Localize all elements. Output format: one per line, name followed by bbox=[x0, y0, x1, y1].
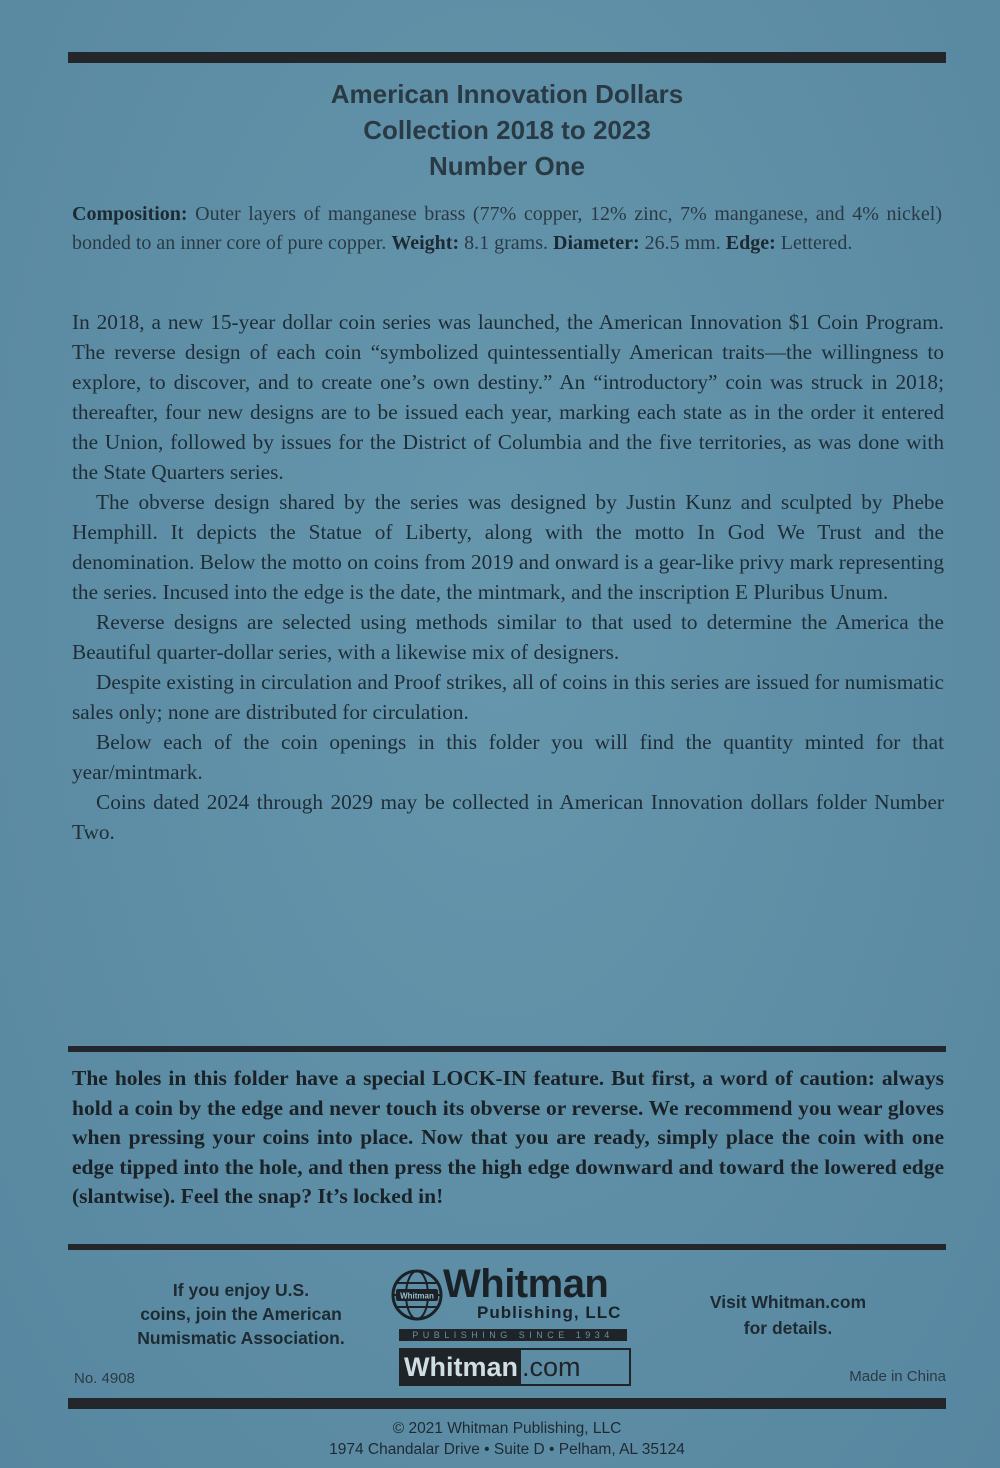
ana-line-2: coins, join the American bbox=[140, 1304, 342, 1324]
title-line-1: American Innovation Dollars bbox=[330, 79, 684, 109]
brand-subtitle: Publishing, LLC bbox=[477, 1303, 622, 1322]
title-line-2: Collection 2018 to 2023 bbox=[363, 115, 651, 145]
composition-label: Composition: bbox=[72, 203, 188, 225]
composition-value: Outer layers of manganese brass (77% copper, 12% zinc, 7% manganese, and 4% nickel) bonded to an inner core of pure copper. bbox=[72, 203, 942, 254]
weight-value: 8.1 grams. bbox=[459, 232, 553, 254]
ana-line-1: If you enjoy U.S. bbox=[172, 1280, 310, 1300]
globe-icon bbox=[390, 1268, 444, 1322]
edge-value: Lettered. bbox=[775, 232, 853, 254]
address-line: 1974 Chandalar Drive • Suite D • Pelham, AL 35124 bbox=[329, 1441, 685, 1458]
body-paragraph-1: In 2018, a new 15-year dollar coin series was launched, the American Innovation $1 Coin Program. The reverse design of each coin “symbolized quintessentially American traits—the willingness to explore, to discover, and to create one’s own destiny.” An “introductory” coin was struck in 2018; thereafter, four new designs are to be issued each year, marking each state as in the order it entered the Union, followed by issues for the District of Columbia and the five territories, as was done with the State Quarters series. bbox=[72, 310, 944, 484]
body-paragraph-5: Below each of the coin openings in this folder you will find the quantity minted for that year/mintmark. bbox=[72, 730, 944, 784]
body-paragraph-3: Reverse designs are selected using methods similar to that used to determine the America the Beautiful quarter-dollar series, with a likewise mix of designers. bbox=[72, 610, 944, 664]
edge-label: Edge: bbox=[725, 232, 776, 254]
page-title bbox=[68, 76, 946, 184]
website-name: Whitman bbox=[401, 1350, 521, 1384]
body-paragraph-2: The obverse design shared by the series was designed by Justin Kunz and sculpted by Phebe Hemphill. It depicts the Statue of Liberty, along with the motto In God We Trust and the denomination. Below the motto on coins from 2019 and onward is a gear-like privy mark representing the series. Incused into the edge is the date, the mintmark, and the inscription E Pluribus Unum. bbox=[72, 490, 944, 604]
publishing-since-bar: PUBLISHING SINCE 1934 bbox=[399, 1329, 627, 1341]
visit-line-1: Visit Whitman.com bbox=[709, 1292, 867, 1312]
ana-promo bbox=[116, 1278, 366, 1350]
body-paragraph-6: Coins dated 2024 through 2029 may be collected in American Innovation dollars folder Number Two. bbox=[72, 790, 944, 844]
whitman-logo bbox=[385, 1262, 635, 1390]
body-paragraph-4: Despite existing in circulation and Proof strikes, all of coins in this series are issued for numismatic sales only; none are distributed for circulation. bbox=[72, 670, 944, 724]
website-badge bbox=[399, 1348, 631, 1386]
ana-line-3: Numismatic Association. bbox=[137, 1328, 345, 1348]
brand-name: Whitman bbox=[443, 1262, 609, 1306]
made-in-label: Made in China bbox=[849, 1368, 946, 1385]
visit-promo bbox=[678, 1289, 898, 1341]
visit-line-2: for details. bbox=[743, 1318, 833, 1338]
weight-label: Weight: bbox=[391, 232, 460, 254]
website-tld: .com bbox=[522, 1352, 581, 1382]
notice-bottom-rule bbox=[68, 1244, 946, 1250]
bottom-rule bbox=[68, 1398, 946, 1409]
top-rule bbox=[68, 52, 946, 63]
notice-top-rule bbox=[68, 1046, 946, 1052]
diameter-label: Diameter: bbox=[553, 232, 640, 254]
body-text bbox=[72, 307, 944, 847]
title-line-3: Number One bbox=[428, 151, 586, 181]
lockin-notice: The holes in this folder have a special LOCK-IN feature. But first, a word of caution: always hold a coin by the edge and never touch its obverse or reverse. We recommend you wear gloves when pressing your coins into place. Now that you are ready, simply place the coin with one edge tipped into the hole, and then press the high edge downward and toward the lowered edge (slantwise). Feel the snap? It’s locked in! bbox=[72, 1066, 944, 1208]
diameter-value: 26.5 mm. bbox=[639, 232, 726, 254]
globe-label: Whitman bbox=[400, 1291, 434, 1301]
copyright-block bbox=[68, 1418, 946, 1460]
coin-specifications bbox=[72, 200, 942, 258]
catalog-number: No. 4908 bbox=[74, 1370, 135, 1387]
copyright-line: © 2021 Whitman Publishing, LLC bbox=[392, 1420, 622, 1437]
